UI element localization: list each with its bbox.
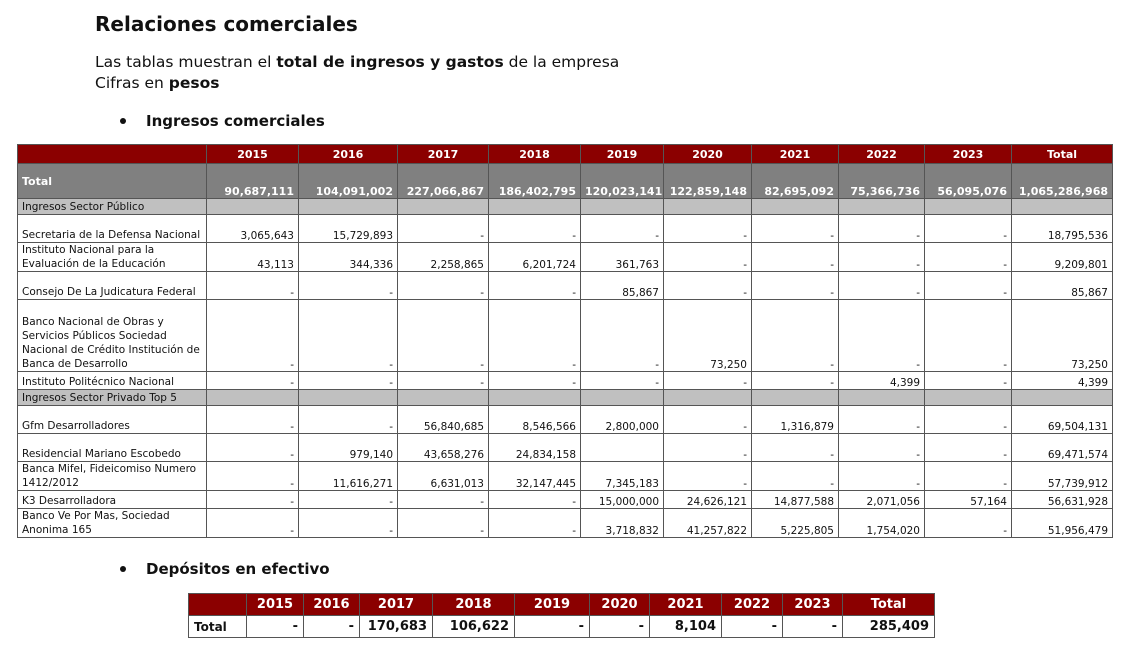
row-value: - xyxy=(925,434,1012,462)
section-label: Ingresos Sector Privado Top 5 xyxy=(18,390,207,406)
header-cell: Total xyxy=(1012,145,1113,164)
row-value: 18,795,536 xyxy=(1012,215,1113,243)
intro-line-1 xyxy=(95,52,619,73)
table-header-row xyxy=(18,145,1113,164)
row-value: - xyxy=(664,372,752,390)
row-name: Residencial Mariano Escobedo xyxy=(18,434,207,462)
row-value: 6,201,724 xyxy=(489,243,581,272)
header-cell: 2022 xyxy=(722,594,783,616)
row-value: 285,409 xyxy=(843,616,935,638)
row-value: 15,729,893 xyxy=(299,215,398,243)
row-value: - xyxy=(925,372,1012,390)
total-label: Total xyxy=(189,616,247,638)
section-cell xyxy=(581,390,664,406)
row-value: 979,140 xyxy=(299,434,398,462)
section-cell xyxy=(489,390,581,406)
table-row xyxy=(18,372,1113,390)
row-value: - xyxy=(752,215,839,243)
total-cell: 1,065,286,968 xyxy=(1012,164,1113,199)
row-value: - xyxy=(590,616,650,638)
total-cell: 120,023,141 xyxy=(581,164,664,199)
row-value: - xyxy=(299,300,398,372)
row-value: - xyxy=(398,300,489,372)
row-value: - xyxy=(664,434,752,462)
row-value: 344,336 xyxy=(299,243,398,272)
row-value: 24,626,121 xyxy=(664,491,752,509)
header-cell: 2018 xyxy=(433,594,515,616)
depositos-table xyxy=(188,593,935,638)
ingresos-table xyxy=(17,144,1113,538)
total-cell: 56,095,076 xyxy=(925,164,1012,199)
row-value: - xyxy=(664,406,752,434)
section-cell xyxy=(925,199,1012,215)
total-cell: 82,695,092 xyxy=(752,164,839,199)
row-name: K3 Desarrolladora xyxy=(18,491,207,509)
section-cell xyxy=(1012,199,1113,215)
row-value: - xyxy=(207,406,299,434)
header-cell: 2015 xyxy=(247,594,304,616)
section-cell xyxy=(925,390,1012,406)
row-value: 9,209,801 xyxy=(1012,243,1113,272)
row-value: - xyxy=(299,372,398,390)
row-value: - xyxy=(664,462,752,491)
header-cell-blank xyxy=(18,145,207,164)
row-value: - xyxy=(581,372,664,390)
bullet-icon xyxy=(120,118,126,124)
row-value: - xyxy=(839,434,925,462)
row-value: 73,250 xyxy=(664,300,752,372)
row-value: - xyxy=(207,509,299,538)
row-value: - xyxy=(489,372,581,390)
header-cell: 2022 xyxy=(839,145,925,164)
row-value: - xyxy=(752,372,839,390)
row-value: - xyxy=(581,300,664,372)
row-value: 57,739,912 xyxy=(1012,462,1113,491)
page-title: Relaciones comerciales xyxy=(95,12,358,36)
row-value: - xyxy=(925,462,1012,491)
section-cell xyxy=(207,199,299,215)
table-row xyxy=(18,491,1113,509)
row-value: - xyxy=(925,509,1012,538)
row-value: 14,877,588 xyxy=(752,491,839,509)
row-value: - xyxy=(207,272,299,300)
row-value: - xyxy=(839,300,925,372)
row-name: Gfm Desarrolladores xyxy=(18,406,207,434)
row-value: 56,840,685 xyxy=(398,406,489,434)
row-name: Instituto Nacional para la Evaluación de la Educación xyxy=(18,243,207,272)
row-value: 5,225,805 xyxy=(752,509,839,538)
row-value: - xyxy=(489,215,581,243)
section-heading-label: Ingresos comerciales xyxy=(146,112,325,130)
section-heading-label: Depósitos en efectivo xyxy=(146,560,330,578)
row-value: 1,316,879 xyxy=(752,406,839,434)
row-value: - xyxy=(664,215,752,243)
section-row xyxy=(18,390,1113,406)
total-cell: 90,687,111 xyxy=(207,164,299,199)
section-cell xyxy=(398,199,489,215)
row-value: - xyxy=(207,372,299,390)
row-value: - xyxy=(398,491,489,509)
row-value: - xyxy=(752,462,839,491)
row-value: 43,113 xyxy=(207,243,299,272)
row-value: 8,546,566 xyxy=(489,406,581,434)
row-value: 73,250 xyxy=(1012,300,1113,372)
header-cell: 2019 xyxy=(515,594,590,616)
row-name: Banca Mifel, Fideicomiso Numero 1412/2012 xyxy=(18,462,207,491)
total-row xyxy=(18,164,1113,199)
row-value: 2,258,865 xyxy=(398,243,489,272)
row-value: 85,867 xyxy=(1012,272,1113,300)
header-cell: 2023 xyxy=(783,594,843,616)
row-value: 69,504,131 xyxy=(1012,406,1113,434)
row-value: - xyxy=(839,272,925,300)
row-name: Banco Nacional de Obras y Servicios Públicos Sociedad Nacional de Crédito Institución de Banca de Desarrollo xyxy=(18,300,207,372)
row-value: 15,000,000 xyxy=(581,491,664,509)
section-row xyxy=(18,199,1113,215)
row-value: - xyxy=(398,272,489,300)
header-cell: 2019 xyxy=(581,145,664,164)
row-name: Secretaria de la Defensa Nacional xyxy=(18,215,207,243)
row-value: - xyxy=(925,300,1012,372)
row-value xyxy=(581,434,664,462)
row-value: 11,616,271 xyxy=(299,462,398,491)
row-name: Banco Ve Por Mas, Sociedad Anonima 165 xyxy=(18,509,207,538)
row-value: 32,147,445 xyxy=(489,462,581,491)
total-cell: 104,091,002 xyxy=(299,164,398,199)
section-label: Ingresos Sector Público xyxy=(18,199,207,215)
row-value: - xyxy=(304,616,360,638)
row-value: 6,631,013 xyxy=(398,462,489,491)
row-value: - xyxy=(489,491,581,509)
row-value: 43,658,276 xyxy=(398,434,489,462)
header-cell-blank xyxy=(189,594,247,616)
row-value: - xyxy=(839,215,925,243)
row-value: 41,257,822 xyxy=(664,509,752,538)
row-value: - xyxy=(722,616,783,638)
section-cell xyxy=(839,390,925,406)
table-row xyxy=(18,215,1113,243)
row-value: 2,800,000 xyxy=(581,406,664,434)
intro-text-part: de la empresa xyxy=(503,53,620,71)
header-cell: 2017 xyxy=(398,145,489,164)
row-value: - xyxy=(925,243,1012,272)
section-cell xyxy=(664,199,752,215)
row-value: - xyxy=(207,491,299,509)
row-value: 57,164 xyxy=(925,491,1012,509)
intro-line-2 xyxy=(95,73,619,94)
table-row xyxy=(18,406,1113,434)
row-value: 7,345,183 xyxy=(581,462,664,491)
intro-bold-part: total de ingresos y gastos xyxy=(276,53,504,71)
row-value: - xyxy=(664,243,752,272)
section-cell xyxy=(752,390,839,406)
row-value: 4,399 xyxy=(839,372,925,390)
total-cell: 75,366,736 xyxy=(839,164,925,199)
header-cell: 2020 xyxy=(590,594,650,616)
row-value: - xyxy=(752,300,839,372)
intro-bold-part: pesos xyxy=(168,74,220,92)
row-value: 4,399 xyxy=(1012,372,1113,390)
section-cell xyxy=(1012,390,1113,406)
row-value: - xyxy=(207,300,299,372)
header-cell: 2016 xyxy=(299,145,398,164)
header-cell: 2021 xyxy=(650,594,722,616)
row-value: 106,622 xyxy=(433,616,515,638)
table-row xyxy=(18,272,1113,300)
row-value: - xyxy=(515,616,590,638)
row-value: 361,763 xyxy=(581,243,664,272)
row-value: - xyxy=(489,509,581,538)
total-cell: 227,066,867 xyxy=(398,164,489,199)
row-value: - xyxy=(299,272,398,300)
section-cell xyxy=(207,390,299,406)
row-value: - xyxy=(299,509,398,538)
row-value: - xyxy=(299,491,398,509)
table-row xyxy=(18,243,1113,272)
row-name: Consejo De La Judicatura Federal xyxy=(18,272,207,300)
intro-text-part: Cifras en xyxy=(95,74,169,92)
row-value: - xyxy=(752,243,839,272)
section-cell xyxy=(581,199,664,215)
row-value: - xyxy=(581,215,664,243)
total-cell: 122,859,148 xyxy=(664,164,752,199)
row-value: - xyxy=(299,406,398,434)
row-name: Instituto Politécnico Nacional xyxy=(18,372,207,390)
table-row xyxy=(189,616,935,638)
row-value: - xyxy=(398,372,489,390)
row-value: - xyxy=(839,406,925,434)
header-cell: 2020 xyxy=(664,145,752,164)
row-value: - xyxy=(247,616,304,638)
row-value: - xyxy=(398,215,489,243)
row-value: - xyxy=(489,272,581,300)
intro-text xyxy=(95,52,619,94)
header-cell: 2015 xyxy=(207,145,299,164)
header-cell: Total xyxy=(843,594,935,616)
header-cell: 2017 xyxy=(360,594,433,616)
row-value: - xyxy=(664,272,752,300)
row-value: 8,104 xyxy=(650,616,722,638)
header-cell: 2018 xyxy=(489,145,581,164)
table-row xyxy=(18,462,1113,491)
row-value: - xyxy=(752,272,839,300)
row-value: - xyxy=(839,243,925,272)
row-value: 69,471,574 xyxy=(1012,434,1113,462)
row-value: - xyxy=(839,462,925,491)
row-value: - xyxy=(489,300,581,372)
row-value: - xyxy=(783,616,843,638)
section-cell xyxy=(489,199,581,215)
header-cell: 2023 xyxy=(925,145,1012,164)
row-value: - xyxy=(207,434,299,462)
table-row xyxy=(18,509,1113,538)
row-value: - xyxy=(925,406,1012,434)
row-value: 85,867 xyxy=(581,272,664,300)
row-value: - xyxy=(398,509,489,538)
section-cell xyxy=(299,390,398,406)
section-heading-ingresos xyxy=(120,112,325,130)
row-value: - xyxy=(752,434,839,462)
row-value: - xyxy=(925,215,1012,243)
row-value: - xyxy=(207,462,299,491)
section-cell xyxy=(839,199,925,215)
row-value: 1,754,020 xyxy=(839,509,925,538)
total-label: Total xyxy=(18,164,207,199)
bullet-icon xyxy=(120,566,126,572)
table-header-row xyxy=(189,594,935,616)
row-value: 56,631,928 xyxy=(1012,491,1113,509)
section-heading-depositos xyxy=(120,560,330,578)
total-cell: 186,402,795 xyxy=(489,164,581,199)
header-cell: 2021 xyxy=(752,145,839,164)
table-row xyxy=(18,434,1113,462)
section-cell xyxy=(398,390,489,406)
row-value: 2,071,056 xyxy=(839,491,925,509)
table-row xyxy=(18,300,1113,372)
section-cell xyxy=(299,199,398,215)
row-value: 24,834,158 xyxy=(489,434,581,462)
row-value: 51,956,479 xyxy=(1012,509,1113,538)
section-cell xyxy=(664,390,752,406)
row-value: 3,065,643 xyxy=(207,215,299,243)
intro-text-part: Las tablas muestran el xyxy=(95,53,277,71)
row-value: 170,683 xyxy=(360,616,433,638)
row-value: - xyxy=(925,272,1012,300)
header-cell: 2016 xyxy=(304,594,360,616)
row-value: 3,718,832 xyxy=(581,509,664,538)
section-cell xyxy=(752,199,839,215)
